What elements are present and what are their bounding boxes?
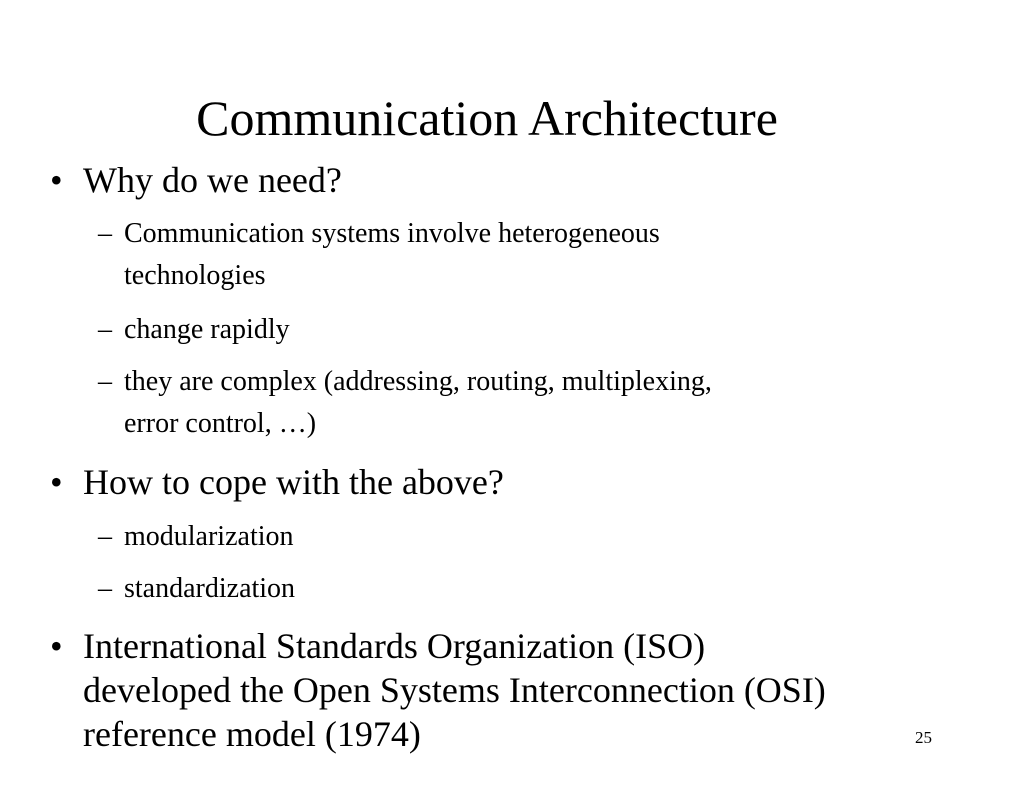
subitem-line: Communication systems involve heterogeneous xyxy=(124,218,660,249)
bullet-text: How to cope with the above? xyxy=(83,462,504,502)
dash-icon: – xyxy=(98,366,112,397)
bullet-item-iso xyxy=(50,624,826,756)
subitem-complex xyxy=(98,361,712,445)
subitem-line: change rapidly xyxy=(124,314,290,345)
dash-icon: – xyxy=(98,218,112,249)
subitem-line: standardization xyxy=(124,573,296,604)
dash-icon: – xyxy=(98,314,112,345)
dash-icon: – xyxy=(98,521,112,552)
slide-title: Communication Architecture xyxy=(196,90,778,146)
bullet-item-cope xyxy=(50,460,504,505)
subitem-line: they are complex (addressing, routing, multiplexing, xyxy=(124,366,712,397)
bullet-line: International Standards Organization (ISO) xyxy=(83,626,706,666)
bullet-line: developed the Open Systems Interconnection (OSI) xyxy=(83,670,826,710)
bullet-line: reference model (1974) xyxy=(83,714,421,754)
bullet-icon: • xyxy=(50,462,63,502)
subitem-line: technologies xyxy=(124,260,266,291)
bullet-icon: • xyxy=(50,160,63,200)
subitem-heterogeneous xyxy=(98,213,660,297)
subitem-standardization xyxy=(98,568,295,610)
subitem-line: modularization xyxy=(124,521,294,552)
bullet-item-why-need xyxy=(50,158,342,203)
dash-icon: – xyxy=(98,573,112,604)
bullet-icon: • xyxy=(50,626,63,666)
subitem-line: error control, …) xyxy=(124,408,317,439)
subitem-change-rapidly xyxy=(98,309,290,351)
bullet-text: Why do we need? xyxy=(83,160,342,200)
page-number: 25 xyxy=(915,728,932,747)
subitem-modularization xyxy=(98,516,294,558)
